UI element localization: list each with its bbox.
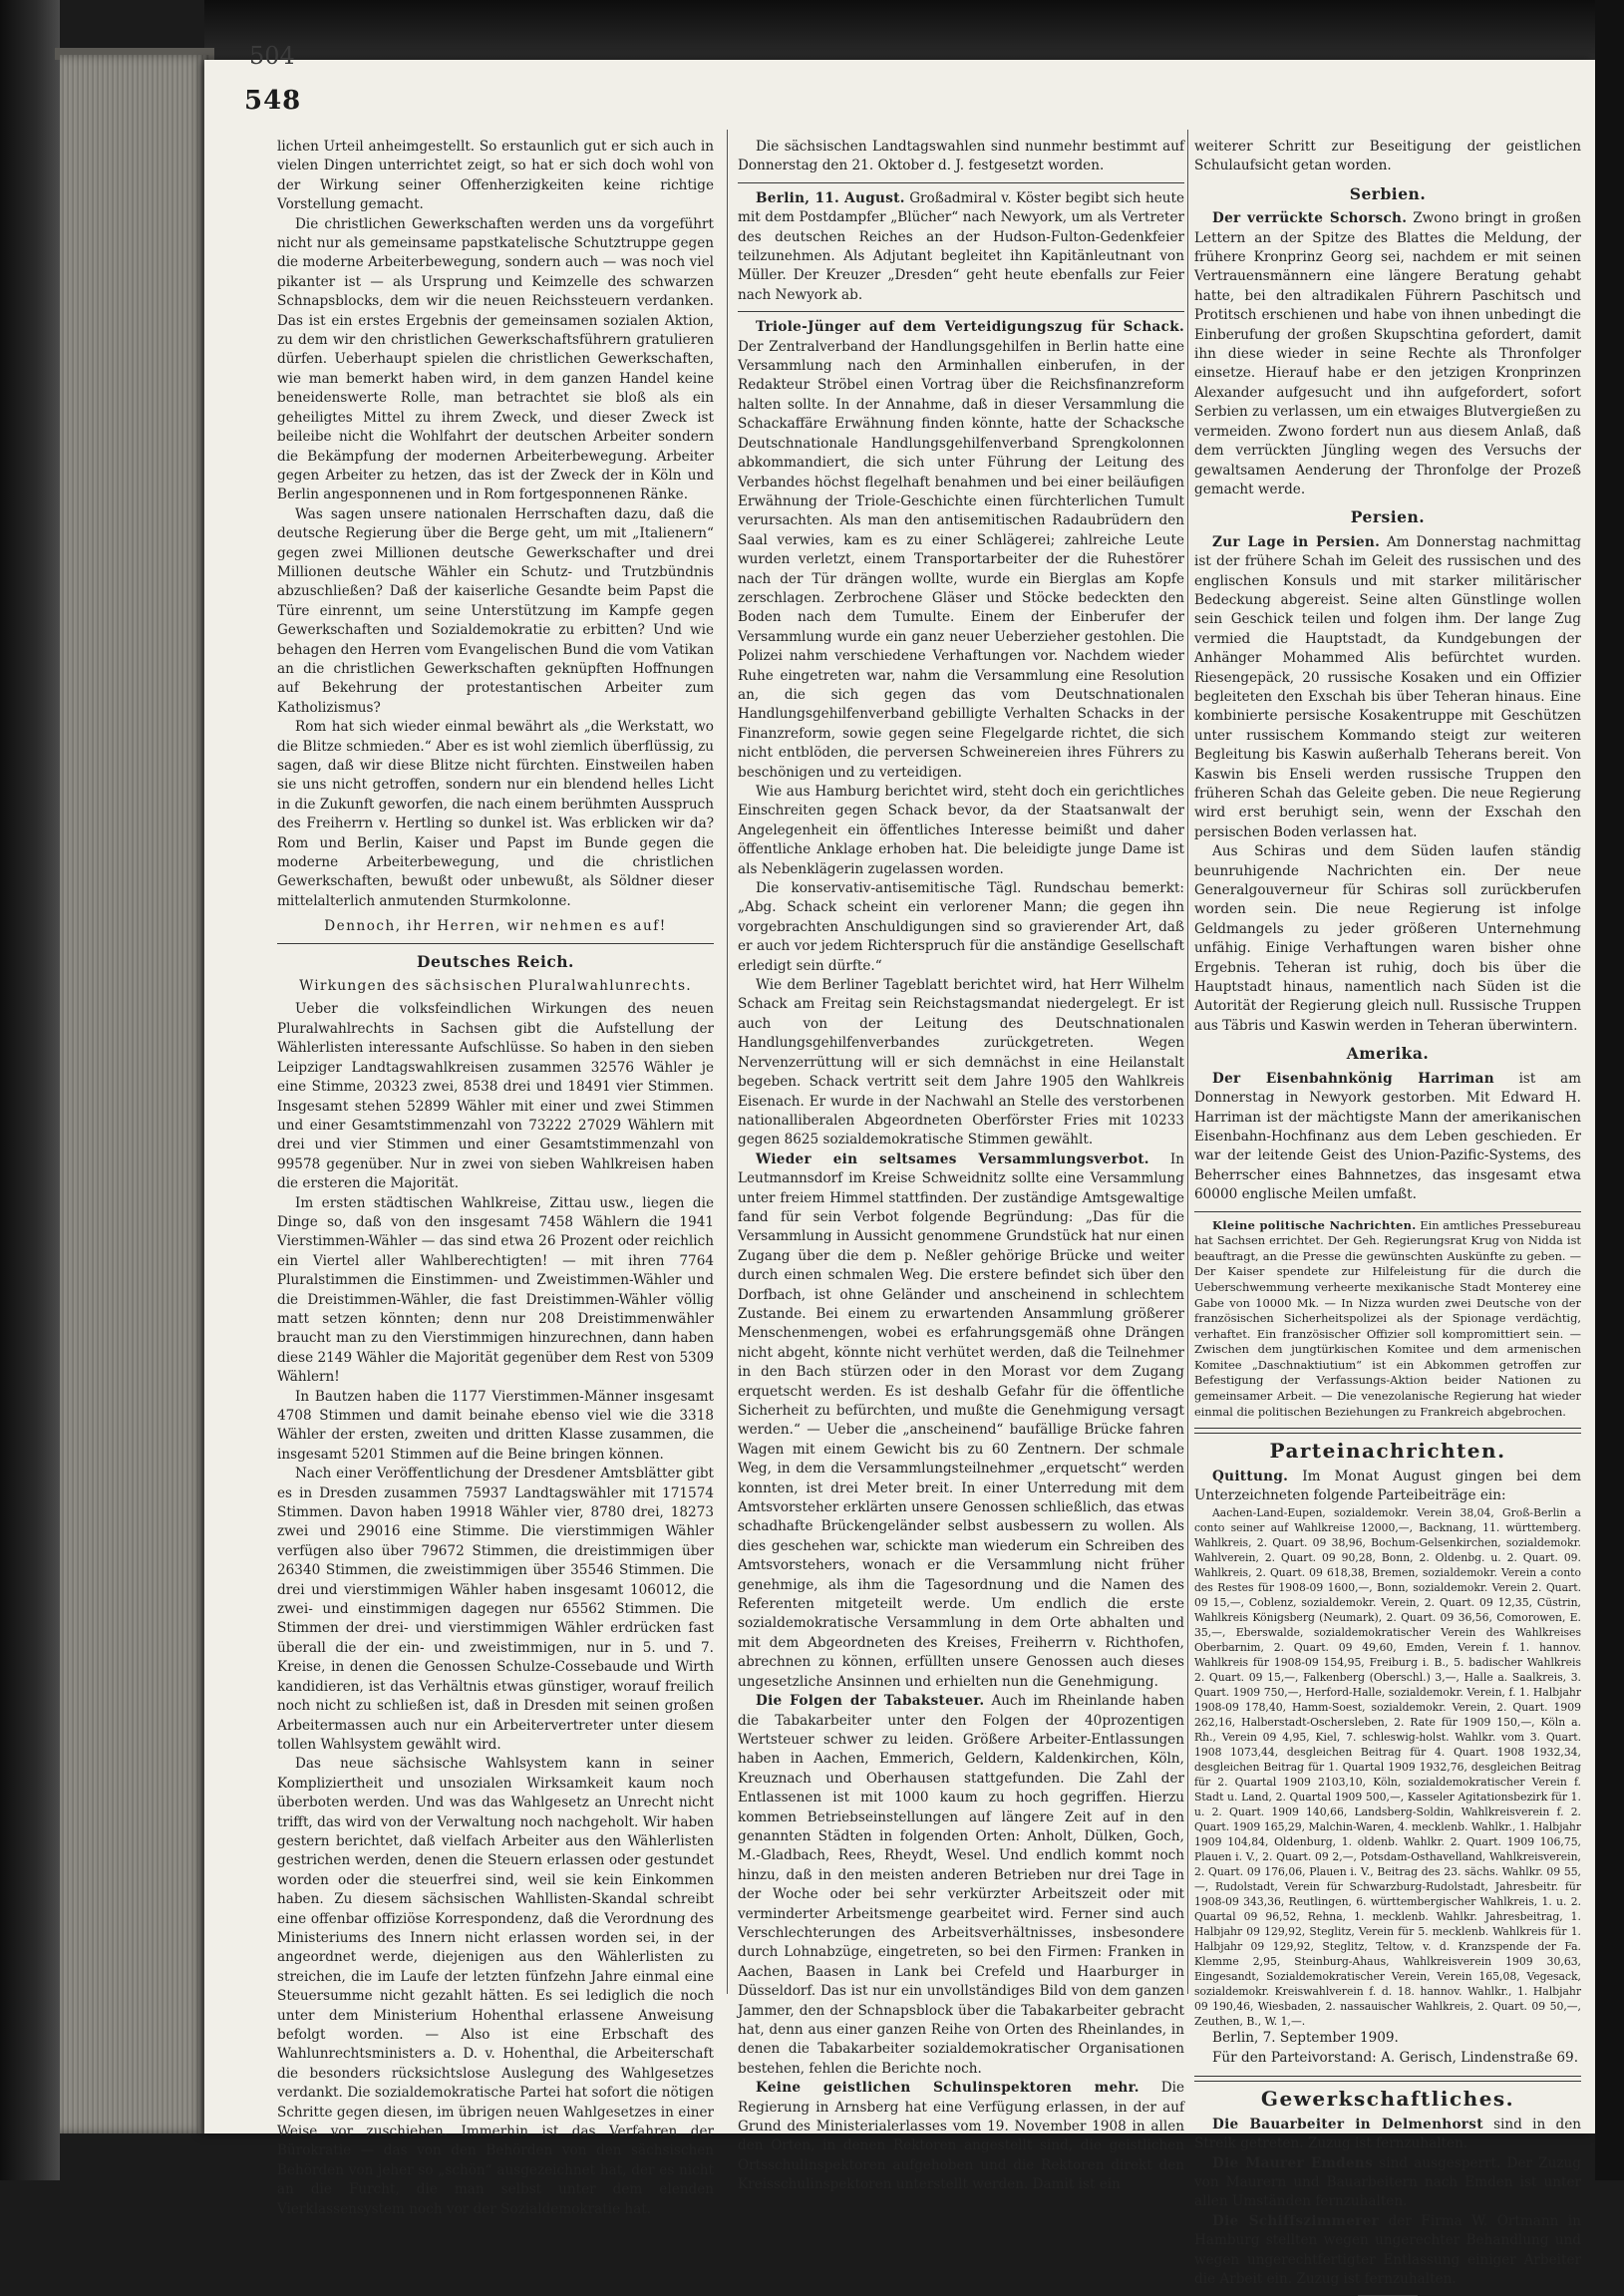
column-rule-2 — [1187, 130, 1188, 1994]
scan-right-border — [1595, 0, 1624, 2180]
paragraph: Am Donnerstag nachmittag ist der frühere Schah im Geleit des russischen und des englischen Konsuls und mit starker militärischer Bedeckung abgereist. Seine alten Günstlinge wollen sein Geschick teilen und folgen ihm. Der lange Zug vermied die Hauptstadt, da Kundgebungen der Anhänger Mohammed Alis befürchtet wurden. Riesengepäck, 20 russische Kosaken und ein Offizier begleiteten den Exschah bis über Teheran hinaus. Eine kombinierte persische Kosakentruppe mit Geschützen unter russischem Kommando steigt zur weiteren Begleitung bis Kaswin außerhalb Teherans bereit. Von Kaswin bis Enseli werden russische Truppen den früheren Schah das Geleite geben. Die neue Regierung wird erst beruhigt sein, wenn der Exschah den persischen Boden verlassen hat. — [1194, 533, 1581, 840]
paragraph: Das neue sächsische Wahlsystem kann in seiner Kompliziertheit und unsozialen Wirksamkeit kaum noch überboten werden. Und was das Wahlgesetz an Unrecht nicht trifft, das wird von der Verwaltung noch nachgeholt. Wir haben gestern berichtet, daß vielfach Arbeiter aus den Wählerlisten gestrichen werden, denen die Steuern erlassen oder gestundet worden oder die steuerfrei sind, weil sie kein Einkommen haben. Zu diesem sächsischen Wahllisten-Skandal schreibt eine offenbar offiziöse Korrespondenz, daß die Verordnung des Ministeriums des Innern nicht erlassen worden sei, in der angeordnet werde, diejenigen aus den Wählerlisten zu streichen, die im Laufe der letzten fünfzehn Jahre einmal eine Steuersumme nicht gezahlt hätten. Es sei lediglich die noch unter dem Ministerium Hohenthal erlassene Anweisung befolgt worden. — Also ist eine Erbschaft des Wahlunrechtsministers a. D. v. Hohenthal, die Arbeiterschaft die besonders rücksichtslose Auslegung des Wahlgesetzes verdankt. Die sozialdemokratische Partei hat sofort die nötigen Schritte gegen diesen, im übrigen neuen Wahlgesetzes in einer Weise vor zuschieben. Immerhin ist das Verfahren der Bürokratie — das von den Behörden von den sächsischen Behörden von jeher so „schön“ ausgezeichnet hat, der es nicht an die Furcht, die man selbst unter dem elenden Vierklassensystem noch vor der Sozialdemokratie hat. — [277, 1756, 714, 2217]
paragraph: Wie aus Hamburg berichtet wird, steht doch ein gerichtliches Einschreiten gegen Schack bevor, da der Staatsanwalt der Angelegenheit ein öffentliches Interesse beimißt und daher öffentliche Anklage erhoben hat. Die beleidigte junge Dame ist als Nebenklägerin zugelassen worden. — [738, 784, 1184, 877]
signature-place-date: Berlin, 7. September 1909. — [1212, 2030, 1399, 2047]
folio-ghost: 504 — [249, 42, 295, 70]
paragraph: Der Zentralverband der Handlungsgehilfen in Berlin hatte eine Versammlung nach den Arminhallen einberufen, in der Redakteur Ströbel einen Vortrag über die Reichsfinanzreform halten sollte. In der Annahme, daß in dieser Versammlung die Schackaffäre Erwähnung finden könnte, hatte der Schacksche Deutschnationale Handlungsgehilfenverband Sprengkolonnen abkommandiert, die sich unter Führung der Leitung des Verbandes höchst flegelhaft benahmen und bei einer beiläufigen Erwähnung der Triole-Geschichte einen fürchterlichen Tumult verursachten. Als man den antisemitischen Radaubrüdern den Saal verwies, kam es zu einer Schlägerei; zahlreiche Leute wurden verletzt, einem Transportarbeiter der die Ruhestörer nach der Tür drängen wollte, wurde ein Bierglas am Kopfe zerschlagen. Zerbrochene Gläser und Stöcke bedeckten den Boden nach dem Tumulte. Einem der Einberufer der Versammlung wurde ein ganz neuer Ueberzieher gestohlen. Die Polizei nahm verschiedene Verhaftungen vor. Nachdem wieder Ruhe eingetreten war, nahm die Versammlung eine Resolution an, die sich gegen das vom Deutschnationalen Handlungsgehilfenverband gebilligte Verhalten Schacks in der Finanzreform, sowie gegen seine Flegelgarde richtet, die sich nicht entblöden, die perversen Schweinereien ihres Führers zu beschönigen und zu verteidigen. — [738, 338, 1184, 781]
divider — [738, 182, 1184, 183]
section-heading-gewerkschaftliches: Gewerkschaftliches. — [1260, 2087, 1515, 2112]
column-1 — [277, 138, 714, 2217]
paragraph: Die konservativ-antisemitische Tägl. Rundschau bemerkt: „Abg. Schack scheint ein verlorener Mann; die gegen ihn vorgebrachten Anschuldigungen sind so gravierender Art, daß er auch vor jedem Richterspruch für die anständige Gesellschaft erledigt sein dürfte.“ — [738, 880, 1184, 974]
article-lead: Zur Lage in Persien. — [1212, 533, 1381, 550]
signature-name: Für den Parteivorstand: A. Gerisch, Lindenstraße 69. — [1212, 2049, 1579, 2066]
divider — [738, 311, 1184, 312]
article-lead: Die Maurer Emdens — [1212, 2154, 1374, 2171]
article-lead: Die Folgen der Tabaksteuer. — [756, 1693, 985, 1710]
paragraph: lichen Urteil anheimgestellt. So erstaunlich gut er sich auch in vielen Dingen unterrichtet zeigt, so hat er sich doch wohl von der Wirkung seiner Offenherzigkeiten keine richtige Vorstellung gemacht. — [277, 139, 714, 213]
section-heading-serbien: Serbien. — [1349, 183, 1427, 203]
column-rule-1 — [727, 130, 728, 1994]
paragraph: In Leutmannsdorf im Kreise Schweidnitz sollte eine Versammlung unter freiem Himmel stattfinden. Der zuständige Amtsgewaltige fand für sein Verbot folgende Begründung: „Das für die Versammlung in Aussicht genommene Grundstück hat nur einen Zugang über die dem p. Neßler gehörige Brücke und weiter durch einen schmalen Weg. Die erstere befindet sich über den Dorfbach, ist ohne Geländer und anscheinend in schlechtem Zustande. Bei einem zu erwartenden Ansammlung größerer Menschenmengen, wobei es erfahrungsgemäß ohne Drängen nicht abgeht, könnte nicht verhütet werden, daß die Teilnehmer in den Bach stürzen oder in den Morast vor dem Zugang erquetscht werden. Es ist deshalb Gefahr für die öffentliche Sicherheit zu befürchten, und mußte die Genehmigung versagt werden.“ — Ueber die „anscheinend“ baufällige Brücke fahren Wagen mit einem Gewicht bis zu 60 Zentnern. Der schmale Weg, in dem die Versammlungsteilnehmer „erquetscht“ werden konnten, ist drei Meter breit. In einer Unterredung mit dem Amtsvorsteher erklärten unsere Genossen schließlich, das etwas schadhafte Brückengeländer selbst ausbessern zu wollen. Als dies geschehen war, schickte man wiederum ein Schreiben des Amtsvorstehers, wonach er die Versammlung nicht früher genehmige, als ihm die Tagesordnung und die Namen des Referenten mitgeteilt werde. Um endlich die erste sozialdemokratische Versammlung in dem Orte abhalten und mit dem Abgeordneten des Kreises, Freiherrn v. Richthofen, abrechnen zu können, erfüllten unsere Genossen auch dieses ungesetzliche Ansinnen und erhielten nun die Genehmigung. — [738, 1150, 1184, 1690]
paragraph: Nach einer Veröffentlichung der Dresdener Amtsblätter gibt es in Dresden zusammen 75937 Landtagswähler mit 171574 Stimmen. Davon haben 19918 Wähler vier, 8780 drei, 18273 zwei und 29016 eine Stimme. Die vierstimmigen Wähler verfügen also über 79672 Stimmen, die dreistimmigen über 26340 Stimmen, die zweistimmigen über 35546 Stimmen. Die drei und vierstimmigen Wähler haben insgesamt 106012, die zwei- und einstimmigen dagegen nur 65562 Stimmen. Die Stimmen der drei- und vierstimmigen Wähler erdrücken fast überall die der ein- und zweistimmigen, nur in 5. und 7. Kreise, in denen die Genossen Schulze-Cossebaude und Wirth kandidieren, ist das Verhältnis etwas günstiger, worauf freilich noch nicht zu schließen ist, daß in Dresden mit seinen großen Arbeitermassen auch nur ein Arbeitervertreter unter diesem tollen Wahlsystem gewählt wird. — [277, 1466, 714, 1753]
article-lead: Wieder ein seltsames Versammlungsverbot. — [756, 1150, 1149, 1167]
paragraph: In Bautzen haben die 1177 Vierstimmen-Männer insgesamt 4708 Stimmen und damit beinahe ebenso viel wie die 3318 Wähler der ersten, zweiten und dritten Klasse zusammen, die insgesamt 5201 Stimmen auf die Beine bringen können. — [277, 1388, 714, 1463]
double-divider — [1194, 2076, 1581, 2082]
book-binding — [0, 0, 60, 2180]
paragraph: weiterer Schritt zur Beseitigung der geistlichen Schulaufsicht getan worden. — [1194, 139, 1581, 174]
article-lead: Triole-Jünger auf dem Verteidigungszug für Schack. — [756, 319, 1184, 336]
paragraph: Die sächsischen Landtagswahlen sind nunmehr bestimmt auf Donnerstag den 21. Oktober d. J. festgesetzt worden. — [738, 139, 1184, 174]
section-heading-deutsches-reich: Deutsches Reich. — [417, 951, 574, 971]
paragraph: Die Regierung in Arnsberg hat eine Verfügung erlassen, in der auf Grund des Ministerialerlasses vom 19. November 1908 in allen den Orten, in denen Rektoren angestellt sind, die geistlichen Ortsschulinspektoren aufgehoben und die Rektoren direkt den Kreisschulinspektoren unterstellt werden. Damit ist ein — [738, 2080, 1184, 2193]
dateline: Berlin, 11. August. — [756, 189, 905, 206]
paragraph: Zwono bringt in großen Lettern an der Spitze des Blattes die Meldung, der frühere Kronprinz Georg sei, nachdem er mit seinen Vertrauensmännern eine längere Beratung gehabt hatte, bei den altradikalen Führern Paschitsch und Protitsch erschienen und habe von ihnen unbedingt die Einberufung der großen Skupschtina gefordert, damit ihn diese wieder in seine Rechte als Thronfolger einsetze. Hierauf habe er den jetzigen Kronprinzen Alexander aufgesucht und ihn aufgefordert, sofort Serbien zu verlassen, um ein etwaiges Blutvergießen zu vermeiden. Zwono fordert nun aus diesem Anlaß, daß dem verrückten Jüngling wegen des Versuchs der gewaltsamen Aenderung der Thronfolge der Prozeß gemacht werde. — [1194, 210, 1581, 497]
divider — [1194, 1211, 1581, 1212]
section-heading-parteinachrichten: Parteinachrichten. — [1269, 1439, 1506, 1464]
page-stack-edge — [60, 55, 209, 2133]
divider — [277, 943, 714, 944]
article-lead: Der Eisenbahnkönig Harriman — [1212, 1070, 1494, 1087]
paragraph: Großadmiral v. Köster begibt sich heute mit dem Postdampfer „Blücher“ nach Newyork, um als Vertreter des deutschen Reiches an der Hudson-Fulton-Gedenkfeier teilzunehmen. Als Adjutant begleitet ihn Kapitänleutnant von Müller. Der Kreuzer „Dresden“ geht heute ebenfalls zur Feier nach Newyork ab. — [738, 189, 1185, 303]
paragraph: Ein amtliches Pressebureau hat Sachsen errichtet. Der Geh. Regierungsrat Krug von Nidda ist beauftragt, an die Presse die gewünschten Auskünfte zu geben. — Der Kaiser spendete zur Hilfeleistung für die durch die Ueberschwemmung verheerte mexikanische Stadt Monterey eine Gabe von 10000 Mk. — In Nizza wurden zwei Deutsche von der französischen Sicherheitspolizei als der Spionage verdächtig, verhaftet. Ein französischer Offizier soll kompromittiert sein. — Zwischen dem jungtürkischen Komitee und dem armenischen Komitee „Daschnaktiutium“ ist ein Abkommen getroffen zur Befestigung der Verfassungs-Aktion beider Nationen zu gemeinsamer Arbeit. — Die venezolanische Regierung hat wieder einmal die politischen Beziehungen zu Frankreich abgebrochen. — [1194, 1217, 1581, 1419]
scan-top-border — [204, 0, 1595, 60]
paragraph: sind in den Streik getreten. Zuzug ist fernzuhalten. — [1194, 2116, 1582, 2152]
paragraph: sind ausgesperrt. Der Zuzug von Maurern und Bauarbeitern nach Emden ist unter allen Umständen fernzuhalten. — [1194, 2154, 1581, 2210]
paragraph: Im ersten städtischen Wahlkreise, Zittau usw., liegen die Dinge so, daß von den insgesamt 7458 Wählern die 1941 Vierstimmen-Wähler — das sind etwa 26 Prozent oder reichlich ein Viertel aller Wahlberechtigten! — mit ihren 7764 Pluralstimmen die Einstimmen- und Zweistimmen-Wähler und die Dreistimmen-Wähler, die fast Dreistimmen-Wähler völlig matt setzen könnten; denn nur 208 Dreistimmenwähler braucht man zu den Vierstimmigen hinzurechnen, dann haben diese 2149 Wähler die Majorität gegenüber dem Rest von 5309 Wählern! — [277, 1194, 714, 1386]
article-lead: Quittung. — [1212, 1468, 1289, 1484]
paragraph: Rom hat sich wieder einmal bewährt als „die Werkstatt, wo die Blitze schmieden.“ Aber es ist wohl ziemlich überflüssig, zu sagen, daß wir diese Blitze nicht fürchten. Einstweilen haben sie uns nicht getroffen, sondern nur ein blendend helles Licht in die Zukunft geworfen, die nach einem berühmten Ausspruch des Freiherrn v. Hertling so dunkel ist. Was erblicken wir da? Rom und Berlin, Kaiser und Papst im Bunde gegen die moderne Arbeiterbewegung, und die christlichen Gewerkschaften, bewußt oder unbewußt, als Söldner dieser mittelalterlich anmutenden Sturmkolonne. — [277, 719, 714, 909]
paragraph: Ueber die volksfeindlichen Wirkungen des neuen Pluralwahlrechts in Sachsen gibt die Aufstellung der Wählerlisten interessante Aufschlüsse. So haben in den sieben Leipziger Landtagswahlkreisen zusammen 32576 Wähler je eine Stimme, 20323 zwei, 8538 drei und 18491 vier Stimmen. Insgesamt stehen 52899 Wähler mit einer und zwei Stimmen und einer Gesamtstimmenzahl von 73222 27029 Wählern mit drei und vier Stimmen und einer Gesamtstimmenzahl von 99578 gegenüber. Nur in zwei von sieben Wahlkreisen haben die ersteren die Majorität. — [277, 1001, 714, 1192]
column-3 — [1194, 138, 1582, 2287]
section-heading-persien: Persien. — [1350, 507, 1426, 527]
section-heading-amerika: Amerika. — [1346, 1044, 1430, 1064]
closing-motto: Dennoch, ihr Herren, wir nehmen es auf! — [324, 918, 667, 935]
paragraph: Was sagen unsere nationalen Herrschaften dazu, daß die deutsche Regierung über die Berge geht, um mit „Italienern“ gegen zwei Millionen deutsche Gewerkschafter und drei Millionen deutsche Wähler ein Schutz- und Trutzbündnis abzuschließen? Daß der kaiserliche Gesandte beim Papst die Türe einrennt, um seine Unterstützung im Kampfe gegen Gewerkschaften und Sozialdemokratie zu erbitten? Und wie behagen den Herren vom Evangelischen Bund die vom Vatikan an die christlichen Gewerkschaften geknüpften Hoffnungen auf Bekehrung der protestantischen Arbeiter zum Katholizismus? — [277, 505, 714, 716]
article-lead: Die Schiffszimmerer — [1212, 2212, 1380, 2229]
double-divider — [1194, 1428, 1581, 1434]
contribution-list: Aachen-Land-Eupen, sozialdemokr. Verein 38,04, Groß-Berlin a conto seiner auf Wahlkreise 12000,—, Backnang, 11. württemberg. Wahlkreis, 2. Quart. 09 38,96, Bochum-Gelsenkirchen, sozialdemokr. Wahlverein, 2. Quart. 09 90,28, Bonn, 2. Oldenbg. u. 2. Quart. 09. Wahlkreis, 2. Quart. 09 618,38, Bremen, sozialdemokr. Verein a conto des Restes für 1908-09 1600,—, Bonn, sozialdemokr. Verein 2. Quart. 09 15,—, Coblenz, sozialdemokr. Verein, 2. Quart. 09 12,35, Cüstrin, Wahlkreis Königsberg (Neumark), 2. Quart. 09 36,56, Comorowen, E. 35,—, Eberswalde, sozialdemokratischer Verein des Wahlkreises Oberbarnim, 2. Quart. 09 49,60, Emden, Verein f. 1. hannov. Wahlkreis für 1908-09 154,95, Freiburg i. B., 5. badischer Wahlkreis 2. Quart. 09 15,—, Falkenberg (Oberschl.) 3,—, Halle a. Saalkreis, 3. Quart. 1909 750,—, Herford-Halle, sozialdemokr. Verein, f. 1. Halbjahr 1908-09 178,40, Hamm-Soest, sozialdemokr. Verein, 2. Quart. 1909 262,16, Halberstadt-Oschersleben, 2. Rate für 1909 150,—, Köln a. Rh., Verein 09 4,95, Kiel, 7. schleswig-holst. Wahlkr. vom 3. Quart. 1908 1073,44, desgleichen Beitrag für 4. Quart. 1908 1932,34, desgleichen Beitrag für 1. Quartal 1909 1932,76, desgleichen Beitrag für 2. Quartal 1909 2103,10, Köln, sozialdemokratischer Verein f. Stadt u. Land, 2. Quartal 1909 500,—, Kasseler Agitationsbezirk für 1. u. 2. Quart. 1909 140,66, Landsberg-Soldin, Wahlkreisverein f. 2. Quart. 1909 165,29, Malchin-Waren, 4. mecklenb. Wahlkr., 1. Halbjahr 1909 104,84, Oldenburg, 1. oldenb. Wahlkr. 2. Quart. 1909 106,75, Plauen i. V., 2. Quart. 09 2,—, Potsdam-Osthavelland, Wahlkreisverein, 2. Quart. 09 176,06, Plauen i. V., Beitrag des 23. sächs. Wahlkr. 09 55,—, Rudolstadt, Verein für Schwarzburg-Rudolstadt, Jahresbeitr. für 1908-09 343,36, Reutlingen, 6. württembergischer Wahlkreis, 1. u. 2. Quartal 09 96,52, Rehna, 1. mecklenb. Wahlkr. Jahresbeitrag, 1. Halbjahr 09 129,92, Steglitz, Verein für 5. mecklenb. Wahlkreis für 1. Halbjahr 09 129,92, Steglitz, Teltow, v. d. Kranzspende der Fa. Klemme 2,95, Steinburg-Ahaus, Wahlkreisverein 1909 30,63, Eingesandt, Sozialdemokratischer Verein, Verein 165,08, Vegesack, sozialdemokr. Kreiswahlverein f. d. 18. hannov. Wahlkr., 1. Halbjahr 09 190,46, Wiesbaden, 2. nassauischer Wahlkreis, 2. Quart. 09 50,—, Zeuthen, B., W. 1,—. — [1194, 1506, 1581, 2029]
paragraph: Auch im Rheinlande haben die Tabakarbeiter unter den Folgen der 40prozentigen Wertsteuer schwer zu leiden. Größere Arbeiter-Entlassungen haben in Aachen, Emmerich, Geldern, Kaldenkirchen, Köln, Kreuznach und Oberhausen stattgefunden. Die Zahl der Entlassenen ist mit 1000 kaum zu hoch gegriffen. Hierzu kommen Betriebseinstellungen auf längere Zeit auf in den genannten Städten in folgenden Orten: Anholt, Dülken, Goch, M.-Gladbach, Rees, Rheydt, Wesel. Und endlich kommt noch hinzu, daß in den meisten anderen Betrieben nur drei Tage in der Woche oder bei sehr verkürzter Arbeitszeit oder mit verminderter Arbeitsmenge gearbeitet wird. Ferner sind auch Verschlechterungen des Arbeitsverhältnisses, insbesondere durch Lohnabzüge, eingetreten, so bei den Firmen: Franken in Aachen, Baasen in Lank bei Crefeld und Haarburger in Düsseldorf. Das ist nur ein unvollständiges Bild von dem ganzen Jammer, den der Schnapsblock über die Tabakarbeiter gebracht hat, denn aus einer ganzen Reihe von Orten des Rheinlandes, in denen die Tabakarbeiter sozialdemokratischer Organisationen bestehen, fehlen die Berichte noch. — [738, 1693, 1185, 2077]
article-lead: Keine geistlichen Schulinspektoren mehr. — [756, 2080, 1139, 2097]
paragraph: Aus Schiras und dem Süden laufen ständig beunruhigende Nachrichten ein. Der neue Generalgouverneur für Schiras soll zurückberufen worden sein. Die neue Regierung ist infolge Geldmangels zu jeder größeren Unternehmung unfähig. Einige Verhaftungen waren bisher ohne Ergebnis. Teheran ist ruhig, doch bis über die Hauptstadt hinaus, namentlich nach Süden ist die Autorität der Regierung gleich null. Russische Truppen aus Täbris und Kaswin werden in Teheran überwintern. — [1194, 843, 1581, 1034]
article-lead: Kleine politische Nachrichten. — [1212, 1217, 1417, 1232]
column-2 — [738, 138, 1185, 2193]
page-number: 548 — [244, 86, 302, 116]
paragraph: Im Monat August gingen bei dem Unterzeichneten folgende Parteibeiträge ein: — [1194, 1468, 1581, 1504]
article-heading-pluralwahlrecht: Wirkungen des sächsischen Pluralwahlunrechts. — [299, 978, 692, 995]
paragraph: Die christlichen Gewerkschaften werden uns da vorgeführt nicht nur als gemeinsame papstkatelische Schutztruppe gegen die moderne Arbeiterbewegung, sondern auch — was noch viel pikanter ist — als Ursprung und Keimzelle des schwarzen Schnapsblocks, dem wir die neuen Reichssteuern verdanken. Das ist ein erstes Ergebnis der gemeinsamen sozialen Aktion, zu dem wir den christlichen Gewerkschaftsführern gratulieren dürfen. Ueberhaupt spielen die christlichen Gewerkschaften, wie man bemerkt haben wird, in dem ganzen Handel keine beneidenswerte Rolle, man betrachtet sie bloß als ein geheiligtes Mittel zu ihrem Zweck, und dieser Zweck ist beileibe nicht die Wohlfahrt der deutschen Arbeiter sondern die Bekämpfung der modernen Arbeiterbewegung. Arbeiter gegen Arbeiter zu hetzen, das ist der Zweck der in Köln und Berlin angesponnenen und in Rom fortgesponnenen Ränke. — [277, 215, 714, 503]
paragraph: der Firma W. Ortmann in Hamburg stellten wegen ungerechter Behandlung und wegen ungerechtfertigter Entlassung einiger Arbeiter die Arbeit ein. Zuzug ist fernzuhalten. — [1194, 2212, 1581, 2287]
article-lead: Der verrückte Schorsch. — [1212, 210, 1408, 227]
paragraph: ist am Donnerstag in Newyork gestorben. Mit Edward H. Harriman ist der mächtigste Mann der amerikanischen Eisenbahn-Hochfinanz aus dem Leben geschieden. Er war der leitende Geist des Union-Pazific-Systems, des Beherrscher eines Bahnnetzes, das insgesamt etwa 60000 englische Meilen umfaßt. — [1194, 1070, 1582, 1203]
article-lead: Die Bauarbeiter in Delmenhorst — [1212, 2116, 1483, 2132]
paragraph: Wie dem Berliner Tageblatt berichtet wird, hat Herr Wilhelm Schack am Freitag sein Reichstagsmandat niedergelegt. Er ist auch von der Leitung des Deutschnationalen Handlungsgehilfenverbandes zurückgetreten. Wegen Nervenzerrüttung will er sich demnächst in eine Heilanstalt begeben. Schack vertritt seit dem Jahre 1905 den Wahlkreis Eisenach. Er wurde in der Nachwahl an Stelle des verstorbenen nationalliberalen Abgeordneten Oberförster Fries mit 10233 gegen 8625 sozialdemokratische Stimmen gewählt. — [738, 977, 1184, 1148]
